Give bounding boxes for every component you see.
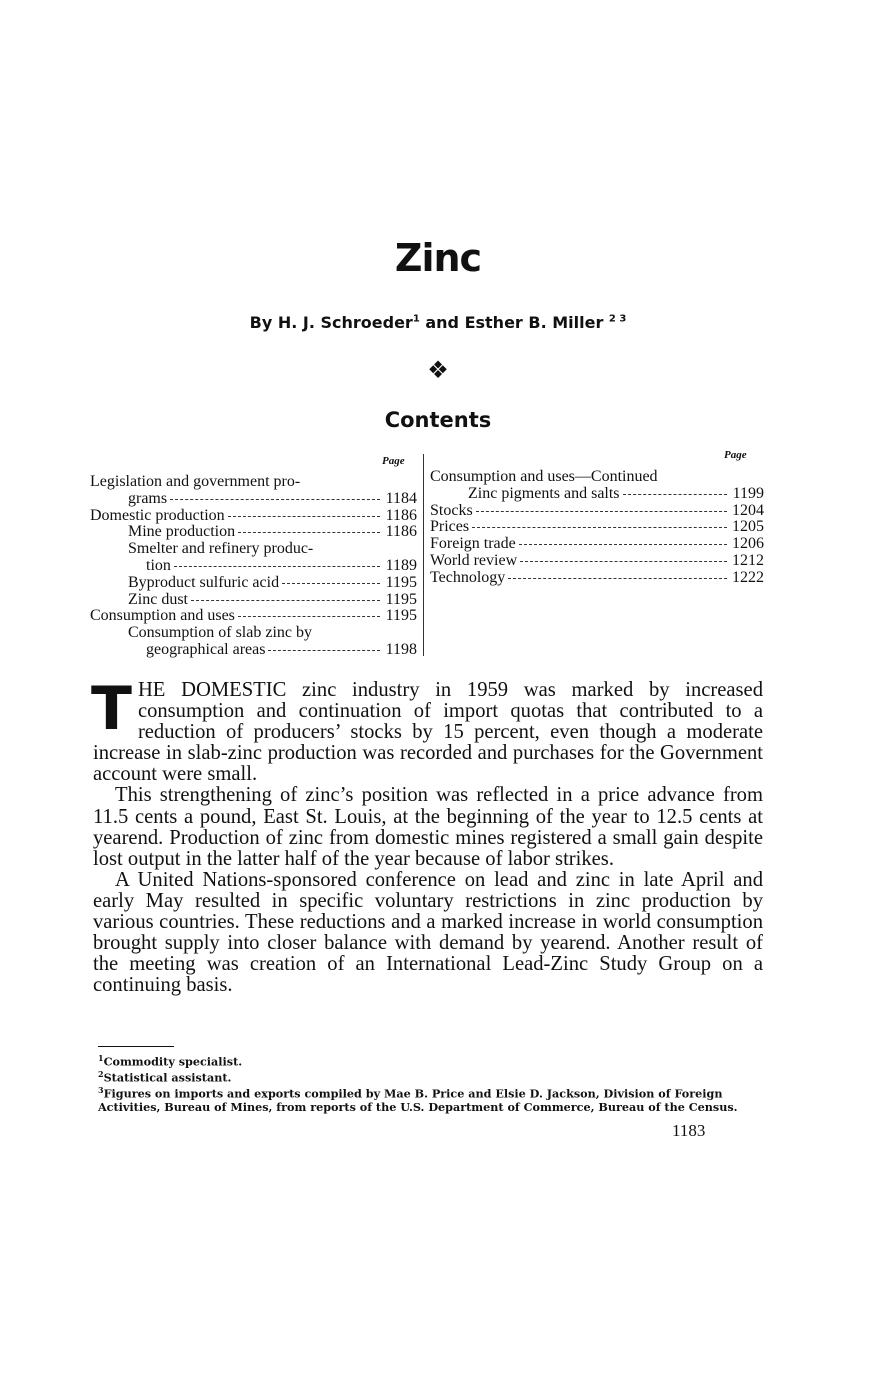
paragraph-1-text: HE DOMESTIC zinc industry in 1959 was marked by increased consumption and continuation of import quotas that contributed to a reduction of producers’ stocks by 15 percent, even though a moderate increase in slab-zinc production was recorded and purchases for the Government account were small. xyxy=(93,679,763,786)
toc-entry[interactable] xyxy=(90,642,417,659)
toc-leader xyxy=(238,532,380,533)
page-column-label-left: Page xyxy=(382,455,405,467)
toc-entry[interactable] xyxy=(430,570,764,587)
footnote-text: Commodity specialist. xyxy=(103,1054,243,1069)
drop-cap: T xyxy=(91,674,132,744)
toc-leader xyxy=(174,566,380,567)
toc-entry-page: 1205 xyxy=(732,518,764,536)
toc-entry-label: Zinc dust xyxy=(128,590,188,608)
toc-left-column xyxy=(90,474,417,659)
toc-entry[interactable] xyxy=(430,536,764,553)
toc-entry[interactable] xyxy=(90,558,417,575)
byline xyxy=(0,313,876,332)
toc-leader xyxy=(623,494,727,495)
toc-entry[interactable] xyxy=(90,575,417,592)
toc-entry-page: 1222 xyxy=(732,568,764,586)
toc-leader xyxy=(476,511,727,512)
toc-leader xyxy=(228,516,380,517)
toc-entry-page: 1195 xyxy=(385,573,417,591)
toc-entry[interactable] xyxy=(90,508,417,525)
toc-entry-page: 1184 xyxy=(385,489,417,507)
author-1: By H. J. Schroeder xyxy=(249,313,413,332)
toc-entry[interactable] xyxy=(430,486,764,503)
footnote-rule xyxy=(98,1046,174,1047)
toc-leader xyxy=(191,600,380,601)
toc-entry-page: 1204 xyxy=(732,501,764,519)
footnote xyxy=(98,1084,766,1113)
toc-entry-label: Technology xyxy=(430,568,506,586)
paragraph-3: A United Nations-sponsored conference on lead and zinc in late April and early May resulted in specific voluntary restrictions in zinc production by various countries. These reductions and a marked increase in world consumption brought supply into closer balance with demand by yearend. Another result of the meeting was creation of an International Lead-Zinc Study Group on a continuing basis. xyxy=(93,868,763,997)
toc-entry-page: 1212 xyxy=(732,551,764,569)
toc-leader xyxy=(238,616,380,617)
toc-entry-page: 1198 xyxy=(385,640,417,658)
page-title: Zinc xyxy=(394,236,482,280)
ornament-icon: ❖ xyxy=(427,356,449,384)
toc-leader xyxy=(268,650,380,651)
toc-entry-label: Mine production xyxy=(128,523,236,541)
toc-entry-label: Foreign trade xyxy=(430,535,516,553)
footnote-text: Figures on imports and exports compiled by Mae B. Price and Elsie D. Jackson, Division of Foreign Activities, Bureau of Mines, from reports of the U.S. Department of Commerce, Bureau of the Census. xyxy=(98,1087,738,1114)
footnote-ref-2-3[interactable]: 2 3 xyxy=(608,313,627,325)
footnotes xyxy=(98,1052,766,1113)
toc-entry-label: Byproduct sulfuric acid xyxy=(128,573,280,591)
toc-entry[interactable] xyxy=(90,608,417,625)
toc-entry-label: Prices xyxy=(430,518,470,536)
footnote xyxy=(98,1052,766,1068)
footnote-ref-1[interactable]: 1 xyxy=(412,313,420,325)
toc-entry-page: 1186 xyxy=(385,506,417,524)
paragraph-1 xyxy=(91,674,763,786)
toc-entry-line: Consumption and uses—Continued xyxy=(430,468,658,485)
toc-entry-page: 1195 xyxy=(385,590,417,608)
toc-entry-label: Stocks xyxy=(430,501,473,519)
toc-entry-line: Legislation and government pro- xyxy=(90,473,301,490)
toc-entry-page: 1195 xyxy=(385,607,417,625)
toc-leader xyxy=(520,561,727,562)
page-column-label-right: Page xyxy=(724,449,747,461)
toc-entry[interactable] xyxy=(90,592,417,609)
toc-entry[interactable] xyxy=(90,491,417,508)
toc-entry[interactable] xyxy=(430,519,764,536)
toc-entry[interactable] xyxy=(430,553,764,570)
toc-entry-label: tion xyxy=(146,556,171,574)
toc-entry-page: 1199 xyxy=(732,484,764,502)
toc-entry-label: Consumption and uses xyxy=(90,607,235,625)
toc-right-column xyxy=(430,469,764,587)
toc-entry-label: Domestic production xyxy=(90,506,225,524)
toc-entry[interactable] xyxy=(430,503,764,520)
toc-entry-line: Consumption of slab zinc by xyxy=(128,624,312,642)
toc-entry-page: 1206 xyxy=(732,535,764,553)
footnote xyxy=(98,1068,766,1084)
footnote-mark: 1 xyxy=(98,1053,104,1063)
contents-heading: Contents xyxy=(384,408,492,432)
toc-entry[interactable] xyxy=(90,524,417,541)
toc-leader xyxy=(170,499,380,500)
author-2: and Esther B. Miller xyxy=(419,313,604,332)
toc-leader xyxy=(508,578,727,579)
toc-entry-label: Zinc pigments and salts xyxy=(468,484,620,502)
toc-leader xyxy=(282,583,380,584)
footnote-mark: 2 xyxy=(98,1069,104,1080)
toc-entry-label: World review xyxy=(430,551,518,569)
toc-leader xyxy=(472,527,727,528)
footnote-text: Statistical assistant. xyxy=(103,1070,232,1085)
page-number: 1183 xyxy=(672,1121,706,1140)
toc-leader xyxy=(519,544,727,545)
toc-entry-label: geographical areas xyxy=(146,640,266,658)
toc-entry-line: Smelter and refinery produc- xyxy=(128,540,314,558)
toc-entry-page: 1186 xyxy=(385,523,417,541)
toc-divider xyxy=(423,454,424,656)
footnote-mark: 3 xyxy=(98,1085,104,1096)
body-text xyxy=(91,674,763,997)
toc-entry-label: grams xyxy=(128,489,168,507)
toc-entry-page: 1189 xyxy=(385,556,417,574)
paragraph-2: This strengthening of zinc’s position was reflected in a price advance from 11.5 cents a pound, East St. Louis, at the beginning of the year to 12.5 cents at yearend. Production of zinc from domestic mines registered a small gain despite lost output in the latter half of the year because of labor strikes. xyxy=(93,784,763,870)
